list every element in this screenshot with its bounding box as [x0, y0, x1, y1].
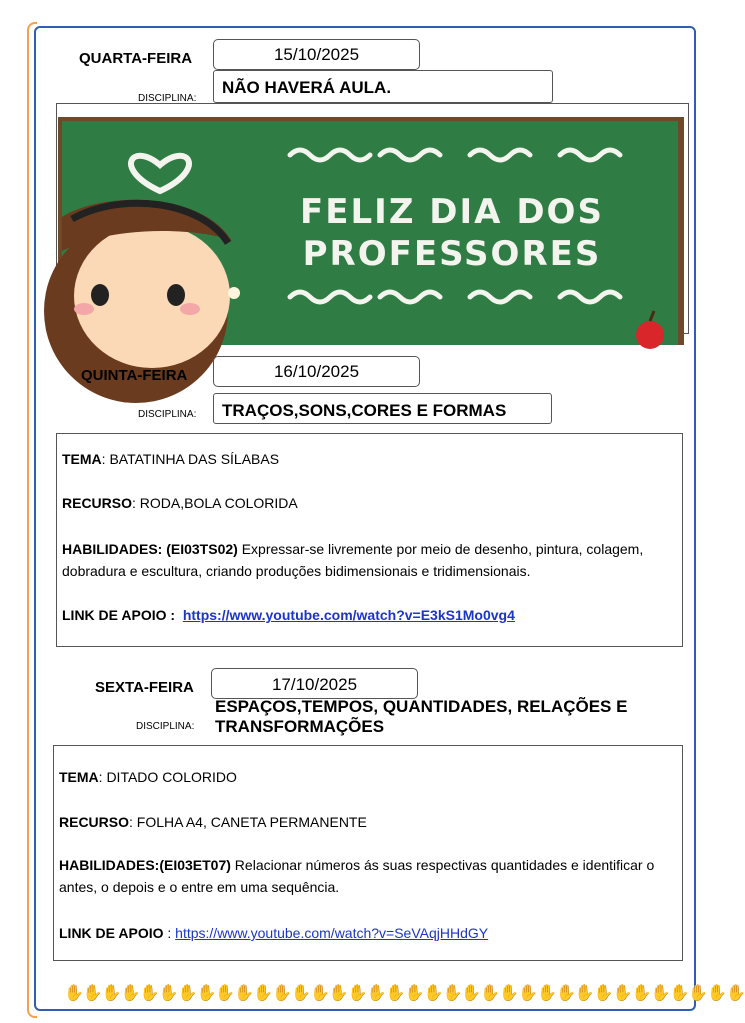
discipline-label: DISCIPLINA:: [136, 721, 195, 732]
tema-line: [62, 448, 676, 470]
recurso-line: [62, 492, 676, 514]
tema-value: : DITADO COLORIDO: [98, 769, 237, 785]
lesson-card: [53, 745, 683, 961]
day-title: QUARTA-FEIRA: [79, 50, 193, 67]
apple-icon: [636, 311, 664, 349]
banner-line-2: PROFESSORES: [302, 234, 602, 274]
habilidades-value: Expressar-se livremente por meio de desenho, pintura, colagem, dobradura e escultura, criando produções bidimensionais e tridimensionais.: [62, 541, 644, 579]
tema-label: TEMA: [62, 451, 102, 467]
hands-border-icon: ✋✋✋✋✋✋✋✋✋✋✋✋✋✋✋✋✋✋✋✋✋✋✋✋✋✋✋✋✋✋✋✋✋✋✋✋: [64, 985, 745, 1002]
recurso-label: RECURSO: [62, 495, 133, 511]
link-line: [59, 922, 676, 944]
lesson-card: [56, 433, 683, 647]
date-box: 17/10/2025: [211, 668, 418, 699]
habilidades-value: Relacionar números ás suas respectivas quantidades e identificar o antes, o depois e o entre em uma sequência.: [59, 857, 655, 895]
tema-label: TEMA: [59, 769, 99, 785]
support-link[interactable]: https://www.youtube.com/watch?v=SeVAqjHHdGY: [175, 925, 489, 941]
habilidades-line: [62, 538, 676, 582]
recurso-label: RECURSO: [59, 814, 130, 830]
link-line: [62, 604, 676, 626]
link-label: LINK DE APOIO :: [62, 607, 176, 623]
support-link[interactable]: https://www.youtube.com/watch?v=E3kS1Mo0vg4: [182, 607, 515, 623]
discipline-label: DISCIPLINA:: [138, 93, 197, 104]
recurso-value: : FOLHA A4, CANETA PERMANENTE: [129, 814, 367, 830]
day-title: QUINTA-FEIRA: [81, 367, 188, 384]
link-separator: :: [163, 925, 176, 941]
date-box: 16/10/2025: [213, 356, 420, 387]
discipline-text: ESPAÇOS,TEMPOS, QUANTIDADES, RELAÇÕES E TRANSFORMAÇÕES: [215, 697, 628, 736]
recurso-value: : RODA,BOLA COLORIDA: [132, 495, 298, 511]
day-title: SEXTA-FEIRA: [95, 679, 194, 696]
link-label: LINK DE APOIO: [59, 925, 164, 941]
banner-title: [262, 191, 642, 275]
recurso-line: [59, 811, 676, 833]
habilidades-line: [59, 854, 676, 898]
date-box: 15/10/2025: [213, 39, 420, 70]
discipline-box: TRAÇOS,SONS,CORES E FORMAS: [213, 393, 552, 424]
chalkboard: [62, 121, 678, 345]
discipline-box: NÃO HAVERÁ AULA.: [213, 70, 553, 103]
habilidades-label: HABILIDADES: (EI03TS02): [62, 541, 238, 557]
habilidades-label: HABILIDADES:(EI03ET07): [59, 857, 231, 873]
banner-line-1: FELIZ DIA DOS: [300, 192, 604, 232]
discipline-label: DISCIPLINA:: [138, 409, 197, 420]
tema-line: [59, 766, 676, 788]
tema-value: : BATATINHA DAS SÍLABAS: [101, 451, 280, 467]
